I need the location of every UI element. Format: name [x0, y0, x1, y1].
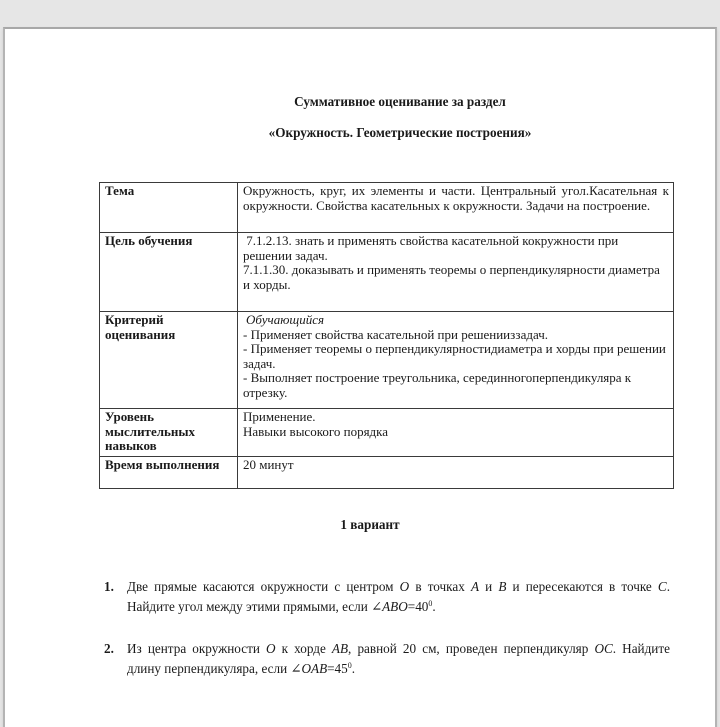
task-text: [127, 578, 670, 615]
table-row-thinking-level: [100, 409, 674, 457]
text: к хорде: [275, 641, 332, 656]
row-value: [238, 312, 674, 409]
row-label: Время выполнения: [100, 457, 238, 489]
level-line: Навыки высокого порядка: [243, 423, 389, 439]
section-title: «Окружность. Геометрические построения»: [268, 125, 532, 140]
info-table: [99, 182, 674, 489]
text: .: [351, 661, 356, 676]
text: . Найдите длину перпендикуляра, если: [127, 641, 670, 676]
math-var: OC: [594, 641, 613, 656]
table-row-time: [100, 457, 674, 489]
criteria-line: - Применяет свойства касательной при решенииззадач.: [243, 326, 548, 342]
goal-line: 7.1.2.13. знать и применять свойства касательной кокружности при решении задач.: [243, 233, 622, 263]
text: =45: [327, 661, 348, 676]
row-label: Критерий оценивания: [100, 312, 238, 409]
text: , равной 20 см, проведен перпендикуляр: [348, 641, 595, 656]
text: Две прямые касаются окружности с центром: [127, 579, 400, 594]
text: и пересекаются в точке: [506, 579, 658, 594]
math-var: O: [266, 641, 276, 656]
criteria-line: - Применяет теоремы о перпендикулярностидиаметра и хорды при решении задач.: [243, 341, 666, 371]
table-row-criteria: [100, 312, 674, 409]
text: в точках: [409, 579, 471, 594]
row-value: Окружность, круг, их элементы и части. Центральный угол.Касательная к окружности. Свойства касательных к окружности. Задачи на построение.: [238, 183, 674, 233]
degree-sup: 0: [428, 599, 433, 608]
row-label: Цель обучения: [100, 233, 238, 312]
text: =40: [407, 599, 429, 614]
row-label: Тема: [100, 183, 238, 233]
goal-line: 7.1.1.30. доказывать и применять теоремы о перпендикулярности диаметра и хорды.: [243, 262, 660, 292]
task-item: [104, 640, 670, 677]
math-var: B: [498, 579, 507, 594]
row-value: [238, 233, 674, 312]
math-angle: ∠ABO: [371, 599, 408, 614]
text: Из центра окружности: [127, 641, 266, 656]
text: . Найдите угол между этими прямыми, если: [127, 579, 671, 614]
variant-title: 1 вариант: [340, 517, 400, 532]
math-var: AB: [331, 641, 349, 656]
document-heading: Суммативное оценивание за раздел: [294, 94, 506, 109]
math-var: O: [399, 579, 410, 594]
row-label: Уровень мыслительных навыков: [100, 409, 238, 457]
row-value: 20 минут: [238, 457, 674, 489]
criteria-line: - Выполняет построение треугольника, серединногоперпендикуляра к отрезку.: [243, 370, 632, 400]
task-number: 1.: [104, 579, 114, 594]
criteria-intro: Обучающийся: [246, 312, 325, 327]
task-item: [104, 578, 670, 615]
task-number: 2.: [104, 641, 114, 656]
text: .: [432, 599, 436, 614]
math-angle: ∠OAB: [290, 661, 328, 676]
level-line: Применение.: [243, 409, 316, 424]
table-row-topic: [100, 183, 674, 233]
table-row-learning-goal: [100, 233, 674, 312]
math-var: A: [470, 579, 480, 594]
row-value: [238, 409, 674, 457]
math-var: C: [657, 579, 667, 594]
degree-sup: 0: [347, 661, 352, 670]
task-text: [127, 640, 670, 677]
text: и: [479, 579, 499, 594]
